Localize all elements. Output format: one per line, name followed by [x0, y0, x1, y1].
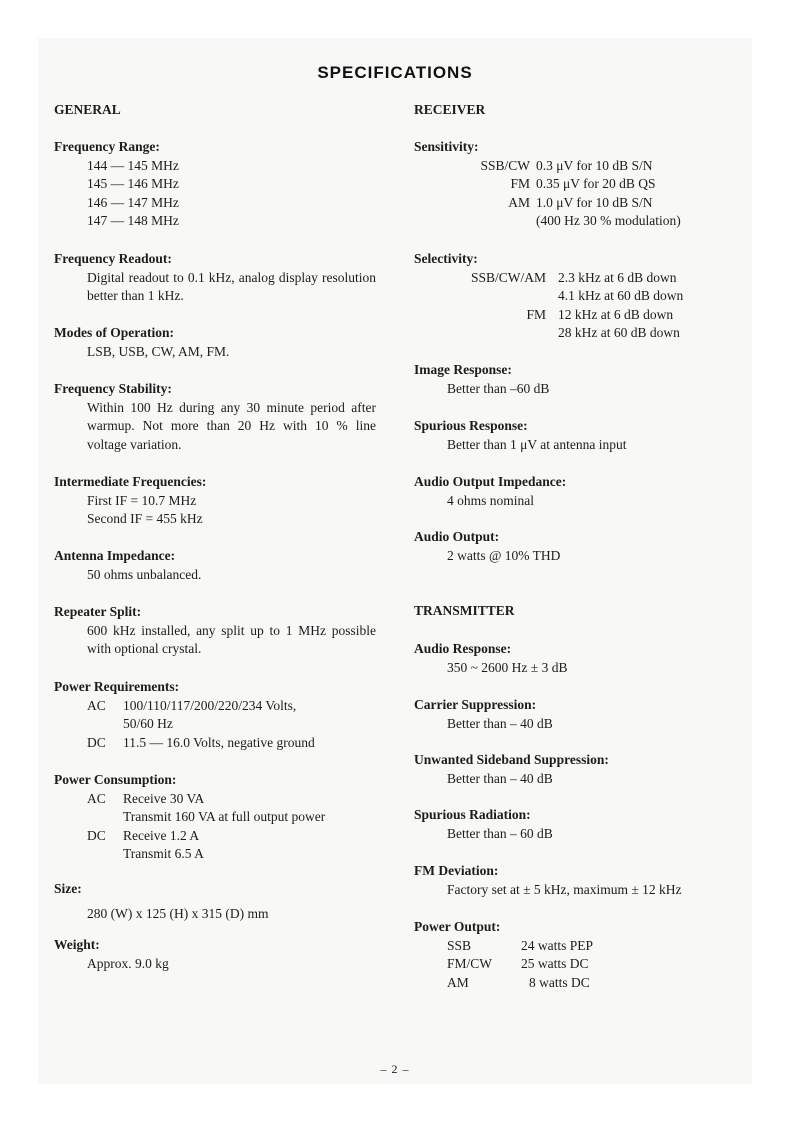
antenna-section [54, 547, 376, 584]
transmitter-heading: TRANSMITTER [414, 603, 515, 618]
page-title: SPECIFICATIONS [317, 63, 473, 82]
frequency-readout-text: Digital readout to 0.1 kHz, analog display resolution better than 1 kHz. [87, 269, 376, 303]
receiver-heading: RECEIVER [414, 102, 486, 117]
audio-output-text: 2 watts @ 10% THD [447, 547, 561, 563]
frequency-range-4: 147 — 148 MHz [87, 213, 179, 228]
audio-response-section [414, 640, 744, 677]
sensitivity-row [414, 175, 744, 194]
fm-deviation-section [414, 862, 744, 899]
frequency-readout-section [54, 250, 376, 306]
power-consumption-section [54, 771, 376, 864]
power-requirements-label: Power Requirements: [54, 679, 180, 694]
carrier-suppression-label: Carrier Suppression: [414, 697, 537, 712]
frequency-stability-section [54, 380, 376, 454]
spurious-radiation-label: Spurious Radiation: [414, 807, 531, 822]
sensitivity-value: (400 Hz 30 % modulation) [536, 213, 681, 228]
power-output-key: AM [447, 974, 469, 990]
power-output-row [414, 974, 744, 993]
sensitivity-row [414, 157, 744, 176]
repeater-section [54, 603, 376, 659]
frequency-range-1: 144 — 145 MHz [87, 157, 179, 173]
spec-page [38, 38, 752, 1084]
antenna-label: Antenna Impedance: [54, 548, 176, 563]
frequency-stability-text: Within 100 Hz during any 30 minute period after warmup. Not more than 20 Hz with 10 % line voltage variation. [87, 399, 376, 452]
power-cons-dc-transmit: Transmit 6.5 A [123, 846, 204, 861]
power-output-key: SSB [447, 937, 472, 953]
frequency-stability-label: Frequency Stability: [54, 381, 172, 396]
power-req-dc-row [54, 734, 376, 753]
selectivity-row [414, 306, 744, 325]
power-cons-ac-row-2 [54, 808, 376, 827]
spurious-radiation-section [414, 806, 744, 843]
audio-impedance-section [414, 473, 744, 510]
audio-response-label: Audio Response: [414, 641, 512, 656]
selectivity-key: FM [526, 306, 546, 322]
fm-deviation-text: Factory set at ± 5 kHz, maximum ± 12 kHz [447, 881, 682, 897]
selectivity-value: 28 kHz at 60 dB down [558, 325, 680, 340]
weight-text: Approx. 9.0 kg [87, 955, 169, 971]
if-second: Second IF = 455 kHz [87, 511, 203, 526]
weight-label: Weight: [54, 937, 100, 952]
modes-section [54, 324, 376, 361]
power-req-dc-key: DC [87, 734, 106, 750]
spurious-radiation-text: Better than – 60 dB [447, 825, 553, 841]
sideband-suppression-section [414, 751, 744, 788]
frequency-range-2: 145 — 146 MHz [87, 176, 179, 191]
sensitivity-row [414, 212, 744, 231]
fm-deviation-label: FM Deviation: [414, 863, 499, 878]
selectivity-row [414, 324, 744, 343]
power-req-ac-value: 100/110/117/200/220/234 Volts, [123, 697, 297, 713]
antenna-text: 50 ohms unbalanced. [87, 566, 202, 582]
modes-label: Modes of Operation: [54, 325, 174, 340]
page-number: – 2 – [380, 1062, 410, 1076]
power-cons-ac-receive: Receive 30 VA [123, 790, 205, 806]
audio-impedance-text: 4 ohms nominal [447, 492, 534, 508]
power-output-row [414, 955, 744, 974]
general-heading: GENERAL [54, 102, 121, 117]
repeater-text: 600 kHz installed, any split up to 1 MHz possible with optional crystal. [87, 622, 376, 656]
audio-output-section [414, 528, 744, 565]
selectivity-row [414, 287, 744, 306]
power-req-ac-row [54, 697, 376, 716]
if-label: Intermediate Frequencies: [54, 474, 207, 489]
selectivity-key [414, 324, 546, 343]
sensitivity-row [414, 194, 744, 213]
spurious-response-section [414, 417, 744, 454]
selectivity-label: Selectivity: [414, 251, 478, 266]
power-cons-dc-key: DC [87, 827, 106, 843]
power-output-value: 8 watts DC [529, 974, 590, 990]
selectivity-key: SSB/CW/AM [470, 269, 546, 285]
selectivity-value: 4.1 kHz at 60 dB down [558, 288, 684, 303]
power-req-ac-value-2: 50/60 Hz [123, 716, 173, 731]
size-section [54, 880, 376, 923]
carrier-suppression-section [414, 696, 744, 733]
power-output-key: FM/CW [447, 956, 493, 971]
sensitivity-key [414, 212, 530, 231]
image-response-label: Image Response: [414, 362, 512, 377]
power-cons-ac-row [54, 790, 376, 809]
frequency-range-section [54, 138, 376, 231]
frequency-readout-label: Frequency Readout: [54, 251, 172, 266]
power-req-ac-key: AC [87, 697, 106, 713]
if-first: First IF = 10.7 MHz [87, 492, 197, 508]
power-output-section [414, 918, 744, 992]
carrier-suppression-text: Better than – 40 dB [447, 715, 553, 731]
selectivity-section [414, 250, 744, 343]
size-label: Size: [54, 881, 82, 896]
power-cons-dc-receive: Receive 1.2 A [123, 827, 200, 843]
sensitivity-section [414, 138, 744, 231]
spurious-response-label: Spurious Response: [414, 418, 528, 433]
sideband-suppression-text: Better than – 40 dB [447, 770, 553, 786]
selectivity-row [414, 269, 744, 288]
sideband-suppression-label: Unwanted Sideband Suppression: [414, 752, 609, 767]
image-response-section [414, 361, 744, 398]
audio-impedance-label: Audio Output Impedance: [414, 474, 567, 489]
power-cons-dc-row [54, 827, 376, 846]
sensitivity-value: 0.3 μV for 10 dB S/N [536, 157, 653, 173]
audio-output-label: Audio Output: [414, 529, 500, 544]
power-req-dc-value: 11.5 — 16.0 Volts, negative ground [123, 734, 315, 750]
spurious-response-text: Better than 1 μV at antenna input [447, 436, 627, 452]
selectivity-value: 12 kHz at 6 dB down [558, 306, 674, 322]
weight-section [54, 936, 376, 973]
power-cons-dc-row-2 [54, 845, 376, 864]
sensitivity-key: FM [510, 176, 530, 191]
sensitivity-key: AM [508, 194, 530, 210]
sensitivity-value: 1.0 μV for 10 dB S/N [536, 194, 653, 210]
power-cons-ac-transmit: Transmit 160 VA at full output power [123, 809, 326, 824]
power-consumption-label: Power Consumption: [54, 772, 177, 787]
selectivity-key [414, 287, 546, 306]
power-output-label: Power Output: [414, 919, 501, 934]
sensitivity-key: SSB/CW [480, 157, 530, 173]
power-output-value: 25 watts DC [521, 956, 589, 971]
power-cons-ac-key: AC [87, 790, 106, 806]
repeater-label: Repeater Split: [54, 604, 142, 619]
power-output-row [414, 937, 744, 956]
frequency-range-label: Frequency Range: [54, 139, 160, 154]
audio-response-text: 350 ~ 2600 Hz ± 3 dB [447, 659, 568, 675]
power-requirements-section [54, 678, 376, 752]
sensitivity-value: 0.35 μV for 20 dB QS [536, 176, 656, 191]
if-section [54, 473, 376, 529]
sensitivity-label: Sensitivity: [414, 139, 479, 154]
power-req-ac-row-2 [54, 715, 376, 734]
modes-text: LSB, USB, CW, AM, FM. [87, 343, 230, 359]
power-output-value: 24 watts PEP [521, 937, 594, 953]
selectivity-value: 2.3 kHz at 6 dB down [558, 269, 677, 285]
size-text: 280 (W) x 125 (H) x 315 (D) mm [87, 905, 269, 921]
image-response-text: Better than –60 dB [447, 380, 550, 396]
frequency-range-3: 146 — 147 MHz [87, 194, 179, 210]
